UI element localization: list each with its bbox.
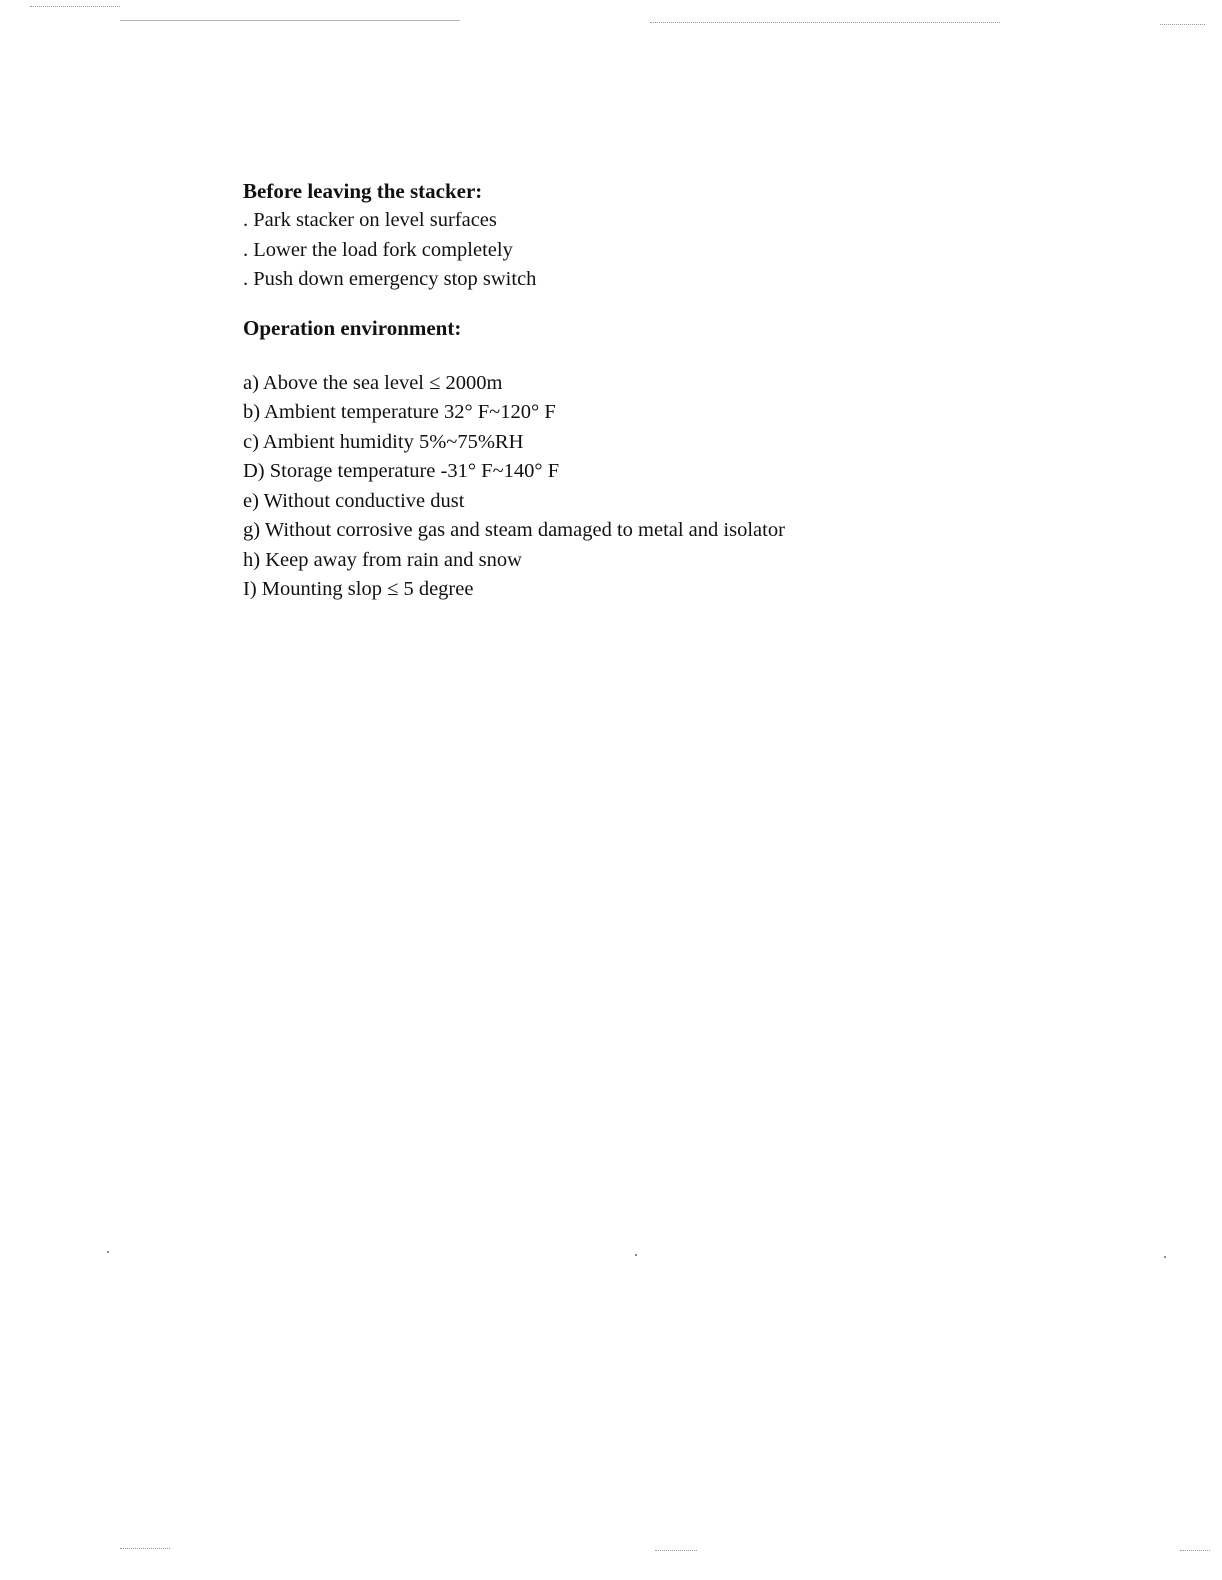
list-item: c) Ambient humidity 5%~75%RH <box>243 430 524 453</box>
list-item: a) Above the sea level ≤ 2000m <box>243 371 503 394</box>
scan-artifact-dot <box>1164 1256 1166 1258</box>
list-item: g) Without corrosive gas and steam damaged to metal and isolator <box>243 519 785 541</box>
scan-artifact-line <box>655 1550 697 1551</box>
section-operation-environment <box>243 313 1003 605</box>
section-heading: Before leaving the stacker: <box>243 179 483 203</box>
list-item: D) Storage temperature -31° F~140° F <box>243 460 560 482</box>
scan-artifact-line <box>650 22 1000 23</box>
scan-artifact-dot <box>635 1254 637 1256</box>
scan-artifact-line <box>1160 24 1205 25</box>
scan-artifact-dot <box>107 1251 109 1253</box>
scan-artifact-line <box>120 1548 170 1549</box>
list-item: I) Mounting slop ≤ 5 degree <box>243 578 474 600</box>
list-item: h) Keep away from rain and snow <box>243 548 522 571</box>
list-item: . Park stacker on level surfaces <box>243 209 497 231</box>
scan-artifact-line <box>120 20 460 21</box>
list-item: . Lower the load fork completely <box>243 238 513 261</box>
section-heading: Operation environment: <box>243 315 462 340</box>
scan-artifact-line <box>30 6 120 7</box>
list-item: . Push down emergency stop switch <box>243 268 537 290</box>
scan-artifact-line <box>1180 1550 1210 1551</box>
list-item: b) Ambient temperature 32° F~120° F <box>243 401 556 423</box>
document-body <box>243 176 1003 605</box>
section-before-leaving <box>243 176 1003 295</box>
list-item: e) Without conductive dust <box>243 489 465 512</box>
